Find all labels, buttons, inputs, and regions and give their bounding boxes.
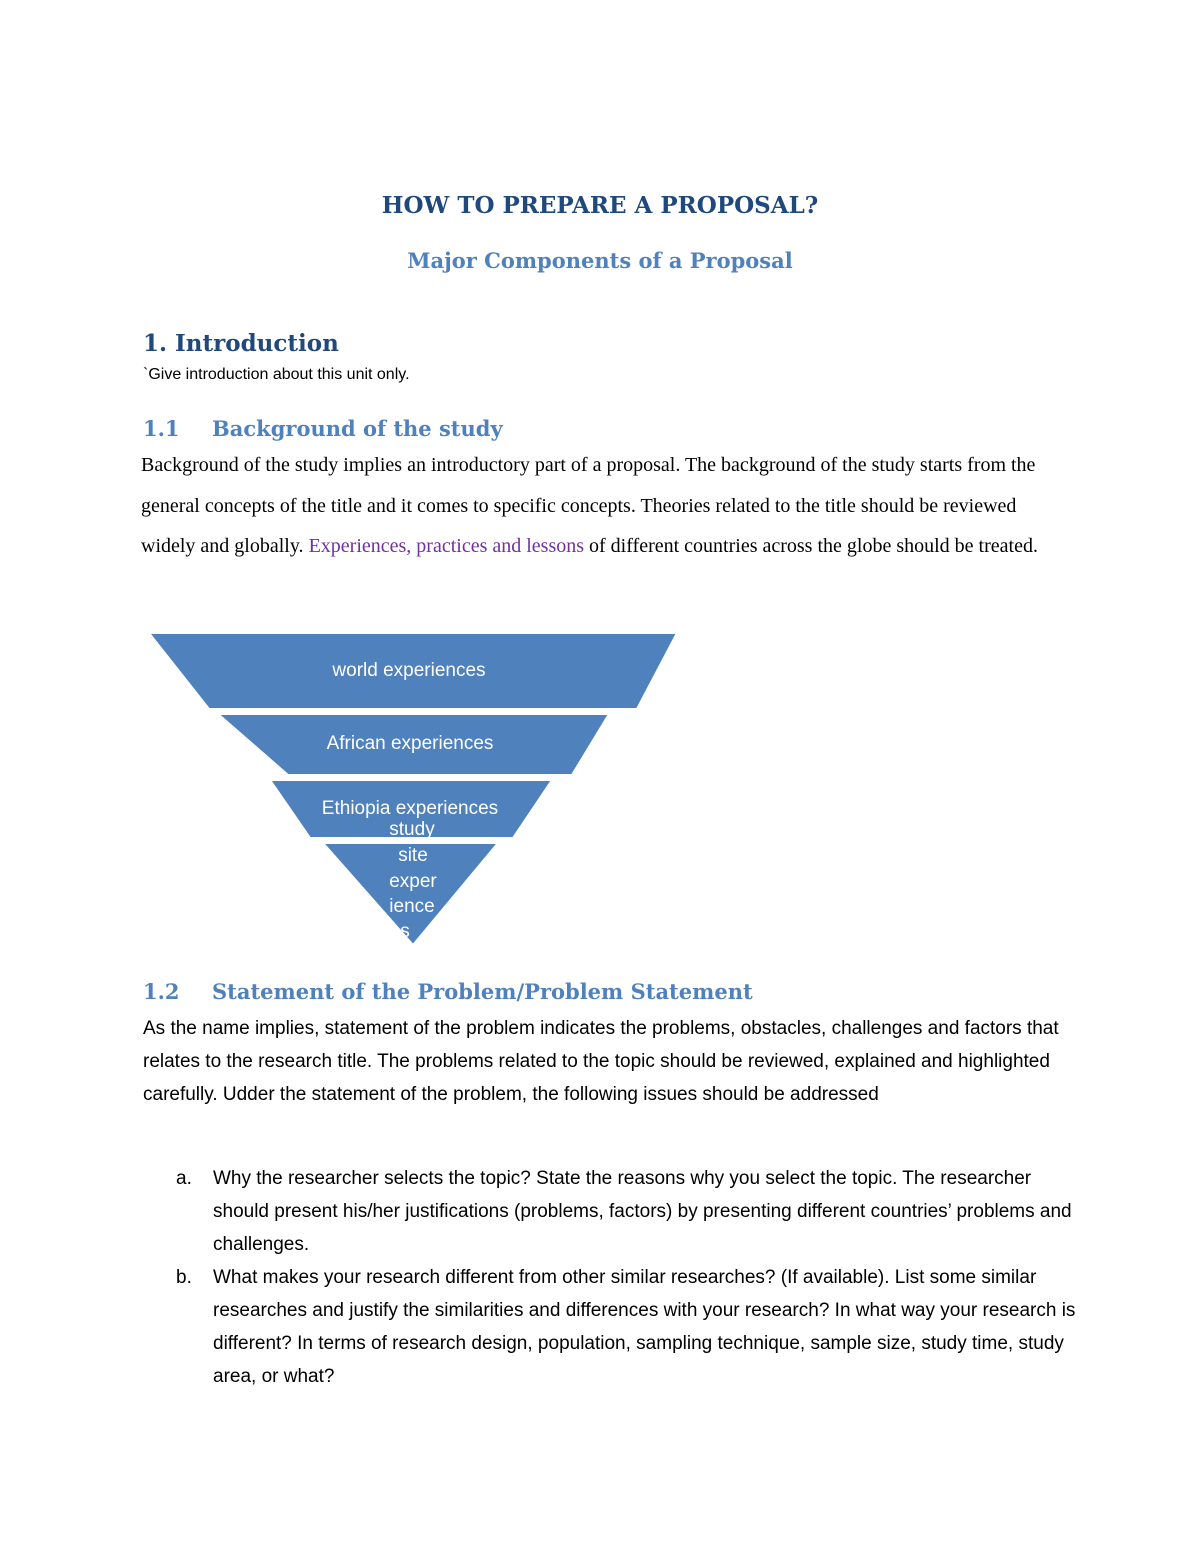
section-1-2-title: Statement of the Problem/Problem Statement (212, 979, 753, 1004)
funnel-label-study-5: s (400, 921, 410, 942)
section-1-2-number: 1.2 (143, 979, 180, 1004)
funnel-label-study-1: study (389, 819, 435, 840)
funnel-label-world: world experiences (332, 660, 486, 681)
background-text-2: of different countries across the globe should be treated. (584, 535, 1038, 557)
funnel-label-study-2: site (398, 845, 428, 866)
issues-list (176, 1162, 1076, 1393)
section-1-heading: 1. Introduction (143, 330, 339, 357)
funnel-label-study-3: exper (389, 871, 437, 892)
document-subtitle: Major Components of a Proposal (407, 248, 793, 273)
background-highlight: Experiences, practices and lessons (308, 535, 585, 557)
funnel-label-study-4: ience (389, 896, 435, 917)
section-1-1-number: 1.1 (143, 416, 180, 441)
section-1-2-heading (143, 979, 753, 1004)
funnel-label-ethiopia: Ethiopia experiences (321, 798, 499, 819)
document-title: HOW TO PREPARE A PROPOSAL? (381, 192, 819, 219)
section-1-note: `Give introduction about this unit only. (143, 366, 410, 383)
section-1-1-title: Background of the study (212, 416, 503, 441)
background-text-1: Background of the study implies an introductory part of a proposal. The background of the study starts from the general concepts of the title and it comes to specific concepts. Theories related to the title should be reviewed widely and globally. (141, 454, 1036, 557)
list-item (176, 1261, 1076, 1393)
problem-statement-paragraph: As the name implies, statement of the problem indicates the problems, obstacles, challenges and factors that relates to the research title. The problems related to the topic should be reviewed, explained and highlighted carefully. Udder the statement of the problem, the following issues should be addressed (143, 1018, 1059, 1105)
list-item-text: Why the researcher selects the topic? State the reasons why you select the topic. The researcher should present his/her justifications (problems, factors) by presenting different countries’ problems and challenges. (213, 1168, 1072, 1255)
list-item-text: What makes your research different from other similar researches? (If available). List some similar researches and justify the similarities and differences with your research? In what way your research is different? In terms of research design, population, sampling technique, sample size, study time, study area, or what? (213, 1267, 1076, 1387)
list-marker: a. (176, 1168, 192, 1189)
funnel-label-african: African experiences (326, 733, 494, 754)
list-marker: b. (176, 1267, 192, 1288)
list-item (176, 1162, 1076, 1261)
